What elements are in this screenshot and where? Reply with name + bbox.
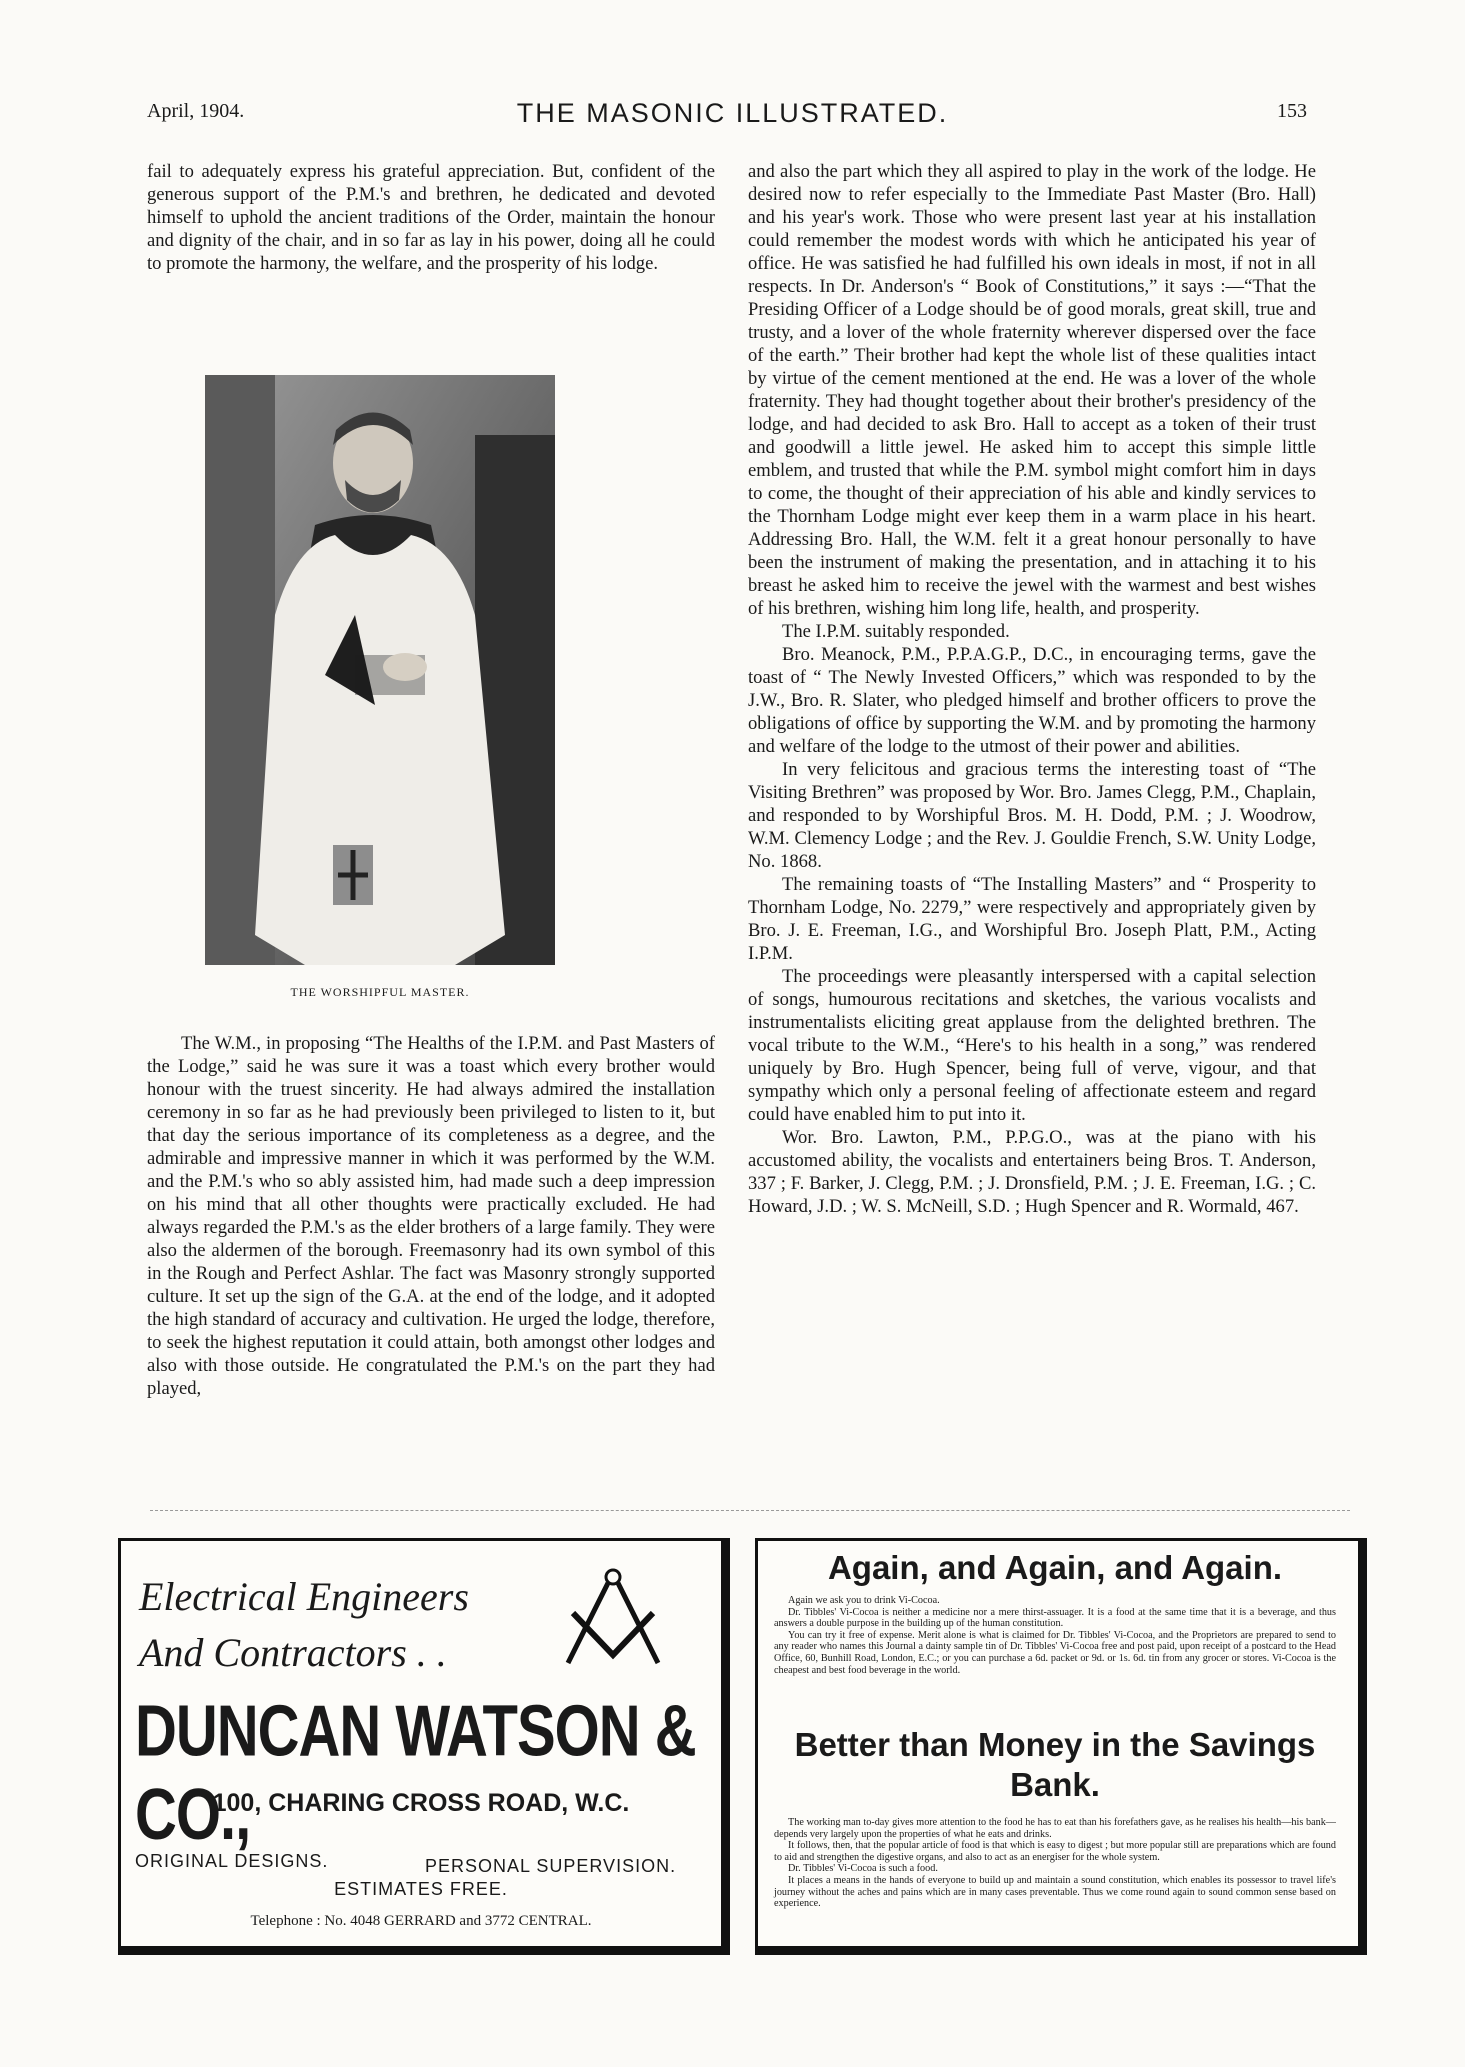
left-paragraph-2: The W.M., in proposing “The Healths of the I.P.M. and Past Masters of the Lodge,” said he was sure it was a toast which every brother would honour with the truest sincerity. He had always admired the installation ceremony in so far as he had previously been privileged to listen to it, but that day the serious importance of its completeness as a degree, and the admirable and impressive manner in which it was performed by the W.M. and the P.M.'s who so ably assisted him, had made such a deep impression on his mind that all other thoughts were practically excluded. He had always regarded the P.M.'s as the elder brothers of a large family. They were also the aldermen of the borough. Freemasonry had its own symbol of this in the Rough and Perfect Ashlar. The fact was Masonry strongly supported culture. It set up the sign of the G.A. at the end of the lodge, and it adopted the high standard of accuracy and cultivation. He urged the lodge, therefore, to seek the highest reputation it could attain, both amongst other lodges and also with those outside. He congratulated the P.M.'s on the part they had played,: [147, 1033, 715, 1399]
portrait-illustration: [205, 375, 555, 965]
advert-body-2-line-2: It follows, then, that the popular article of food is that which is easy to digest ; but more popular still are preparations which are found to aid and strengthen the digestive organs, and also to act as an energiser for the whole system.: [774, 1840, 1336, 1863]
estimates-free: ESTIMATES FREE.: [334, 1879, 508, 1899]
left-column-bottom: [147, 1032, 715, 1400]
company-name: DUNCAN WATSON & CO.,: [135, 1690, 696, 1856]
right-paragraph-5: The remaining toasts of “The Installing Masters” and “ Prosperity to Thornham Lodge, No. 2279,” were respectively and appropriately given by Bro. J. E. Freeman, I.G., and Worshipful Bro. Joseph Platt, P.M., Acting I.P.M.: [748, 874, 1316, 964]
right-paragraph-2: The I.P.M. suitably responded.: [782, 621, 1010, 642]
square-and-compasses-icon: [553, 1563, 673, 1673]
advert-body-1-line-1: Again we ask you to drink Vi-Cocoa.: [788, 1595, 940, 1606]
advert-headline-1: Again, and Again, and Again.: [827, 1549, 1283, 1586]
right-paragraph-3: Bro. Meanock, P.M., P.P.A.G.P., D.C., in encouraging terms, gave the toast of “ The Newly Invested Officers,” which was responded to by the J.W., Bro. R. Slater, who pledged himself and brother officers to prove the obligations of office by supporting the W.M. and by promoting the harmony and welfare of the lodge to the utmost of their power and abilities.: [748, 644, 1316, 757]
company-address: 100, CHARING CROSS ROAD, W.C.: [212, 1789, 630, 1817]
page-number: 153: [1277, 100, 1307, 122]
advert-body-2: [774, 1817, 1336, 1910]
advert-body-1-line-2: Dr. Tibbles' Vi-Cocoa is neither a medicine nor a mere thirst-assuager. It is a food at the same time that it is a beverage, and thus answers a double purpose in the building up of the human constitution.: [774, 1606, 1336, 1630]
duncan-watson-advert: [118, 1538, 730, 1955]
advert-body-2-line-3: Dr. Tibbles' Vi-Cocoa is such a food.: [788, 1863, 938, 1875]
left-column-top: [147, 160, 715, 275]
worshipful-master-photo: [205, 375, 555, 965]
left-paragraph-1: fail to adequately express his grateful appreciation. But, confident of the generous support of the P.M.'s and brethren, he dedicated and devoted himself to uphold the ancient traditions of the Order, maintain the honour and dignity of the chair, and in so far as lay in his power, doing all he could to promote the harmony, the welfare, and the prosperity of his lodge.: [147, 161, 715, 274]
telephone-numbers: Telephone : No. 4048 GERRARD and 3772 CENTRAL.: [250, 1913, 592, 1929]
personal-supervision: PERSONAL SUPERVISION.: [425, 1856, 677, 1876]
right-paragraph-4: In very felicitous and gracious terms the interesting toast of “The Visiting Brethren” was proposed by Wor. Bro. James Clegg, P.M., Chaplain, and responded to by Worshipful Bros. M. H. Dodd, P.M. ; J. Woodrow, W.M. Clemency Lodge ; and the Rev. J. Gouldie French, S.W. Unity Lodge, No. 1868.: [748, 759, 1316, 872]
magazine-title: THE MASONIC ILLUSTRATED.: [516, 98, 949, 128]
advert-body-2-line-4: It places a means in the hands of everyone to build up and maintain a sound constitution, which enables its possessor to travel life's journey without the aches and pains which are in many cases preventable. Thus we come round again to sound common sense based on experience.: [774, 1874, 1336, 1910]
vi-cocoa-advert: [755, 1538, 1367, 1955]
right-paragraph-6: The proceedings were pleasantly interspersed with a capital selection of songs, humourous recitations and sketches, the various vocalists and instrumentalists eliciting great applause from the delighted brethren. The vocal tribute to the W.M., “Here's to his health in a song,” was rendered uniquely by Bro. Hugh Spencer, being full of verve, vigour, and that sympathy which only a personal feeling of affectionate esteem and regard could have enabled him to put into it.: [748, 966, 1316, 1125]
right-column: [748, 160, 1316, 1218]
issue-date: April, 1904.: [147, 100, 245, 122]
right-paragraph-1: and also the part which they all aspired to play in the work of the lodge. He desired now to refer especially to the Immediate Past Master (Bro. Hall) and his year's work. Those who were present last year at his installation could remember the modest words with which he anticipated his year of office. He was satisfied he had fulfilled his own ideals in most, if not in all respects. In Dr. Anderson's “ Book of Constitutions,” it says :—“That the Presiding Officer of a Lodge should be of good morals, great skill, true and trusty, and a lover of the whole fraternity wherever dispersed over the face of the earth.” Their brother had kept the whole list of these qualities intact by virtue of the cement mentioned at the end. He was a lover of the whole fraternity. They had thought together about their brother's presidency of the lodge, and had decided to ask Bro. Hall to accept as a token of their trust and goodwill a little jewel. He asked him to accept this simple little emblem, and trusted that while the P.M. symbol might comfort him in days to come, the thought of their appreciation of his able and kindly services to the Thornham Lodge might ever keep them in a warm place in his heart. Addressing Bro. Hall, the W.M. felt it a great honour personally to have been the instrument of making the presentation, and in attaching it to his breast he asked him to receive the jewel with the warmest and best wishes of his brethren, wishing him long life, health, and prosperity.: [748, 161, 1316, 619]
right-paragraph-7: Wor. Bro. Lawton, P.M., P.P.G.O., was at the piano with his accustomed ability, the vocalists and entertainers being Bros. T. Anderson, 337 ; F. Barker, J. Clegg, P.M. ; J. Dronsfield, P.M. ; J. E. Freeman, I.G. ; C. Howard, J.D. ; W. S. McNeill, S.D. ; Hugh Spencer and R. Wormald, 467.: [748, 1127, 1316, 1217]
advert-body-2-line-1: The working man to-day gives more attention to the food he has to eat than his forefathers gave, as he realises his health—his bank—depends very largely upon the properties of what he eats and drinks.: [774, 1817, 1336, 1840]
original-designs: ORIGINAL DESIGNS.: [135, 1851, 329, 1871]
advert-line-2: And Contractors . .: [139, 1630, 447, 1675]
advert-line-1: Electrical Engineers: [139, 1574, 469, 1619]
section-divider: [150, 1510, 1350, 1511]
advert-body-1: [774, 1595, 1336, 1676]
photo-caption: THE WORSHIPFUL MASTER.: [290, 985, 470, 999]
advert-headline-2: Better than Money in the Savings Bank.: [794, 1726, 1316, 1803]
advert-body-1-line-3: You can try it free of expense. Merit alone is what is claimed for Dr. Tibbles' Vi-Cocoa, and the Proprietors are prepared to send to any reader who names this Journal a dainty sample tin of Dr. Tibbles' Vi-Cocoa free and post paid, upon receipt of a postcard to the Head Office, 60, Bunhill Road, London, E.C.; or you can purchase a 6d. packet or 9d. or 1s. 6d. tin from any grocer or stores. Vi-Cocoa is the cheapest and best food beverage in the world.: [774, 1629, 1336, 1676]
